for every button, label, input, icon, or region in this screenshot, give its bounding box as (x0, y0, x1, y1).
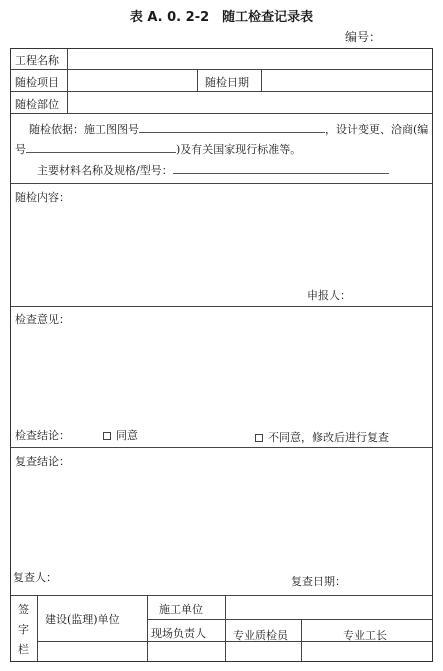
col-divider (147, 595, 148, 661)
agree-label: 同意 (116, 429, 138, 442)
signature-col-char: 签 (18, 603, 29, 616)
row-divider (11, 306, 432, 307)
reviewer-label: 复查人： (13, 571, 57, 584)
materials-line (37, 162, 389, 178)
row-divider (11, 183, 432, 184)
materials-label: 主要材料名称及规格/型号： (37, 164, 173, 177)
col-divider (67, 49, 68, 113)
row-divider (11, 91, 432, 92)
row-divider (11, 69, 432, 70)
col-divider (197, 69, 198, 91)
basis-change-label: ，设计变更、洽商(编 (325, 123, 429, 136)
inspection-item-label: 随检项目 (15, 76, 59, 89)
agree-option[interactable] (103, 427, 138, 443)
disagree-label: 不同意，修改后进行复查 (268, 431, 389, 444)
basis-line-2 (15, 141, 301, 157)
change-number-blank[interactable] (26, 141, 176, 153)
materials-blank[interactable] (173, 162, 389, 174)
col-divider (225, 595, 226, 661)
quality-inspector-label: 专业质检员 (233, 629, 288, 642)
review-label: 复查结论： (15, 455, 70, 468)
opinion-label: 检查意见： (15, 313, 70, 326)
basis-standard-label: )及有关国家现行标准等。 (176, 143, 302, 156)
project-name-label: 工程名称 (15, 54, 59, 67)
disagree-option[interactable] (255, 429, 389, 445)
inspection-date-label: 随检日期 (205, 76, 249, 89)
signature-col-char: 栏 (18, 643, 29, 656)
site-manager-label: 现场负责人 (151, 627, 206, 640)
disagree-checkbox[interactable] (255, 434, 263, 442)
content-label: 随检内容： (15, 191, 70, 204)
col-divider (37, 595, 38, 661)
col-divider (261, 69, 262, 91)
basis-line-1 (29, 121, 428, 137)
agree-checkbox[interactable] (103, 432, 111, 440)
contractor-label: 施工单位 (159, 603, 203, 616)
basis-drawing-label: 随检依据：施工图图号 (29, 123, 139, 136)
applicant-label: 申报人： (307, 289, 351, 302)
conclusion-label: 检查结论： (15, 429, 70, 442)
drawing-number-blank[interactable] (139, 121, 325, 133)
row-divider (11, 113, 432, 114)
row-divider (147, 619, 432, 620)
review-date-label: 复查日期： (291, 575, 346, 588)
document-title: 表 A. 0. 2-2 随工检查记录表 (129, 10, 314, 25)
inspection-part-label: 随检部位 (15, 98, 59, 111)
row-divider (11, 595, 432, 596)
basis-number-label: 号 (15, 143, 26, 156)
col-divider (301, 619, 302, 661)
row-divider (11, 447, 432, 448)
record-form (10, 48, 433, 662)
owner-unit-label: 建设(监理)单位 (45, 613, 120, 626)
foreman-label: 专业工长 (343, 629, 387, 642)
signature-col-char: 字 (18, 623, 29, 636)
serial-number-label: 编号： (345, 30, 382, 44)
